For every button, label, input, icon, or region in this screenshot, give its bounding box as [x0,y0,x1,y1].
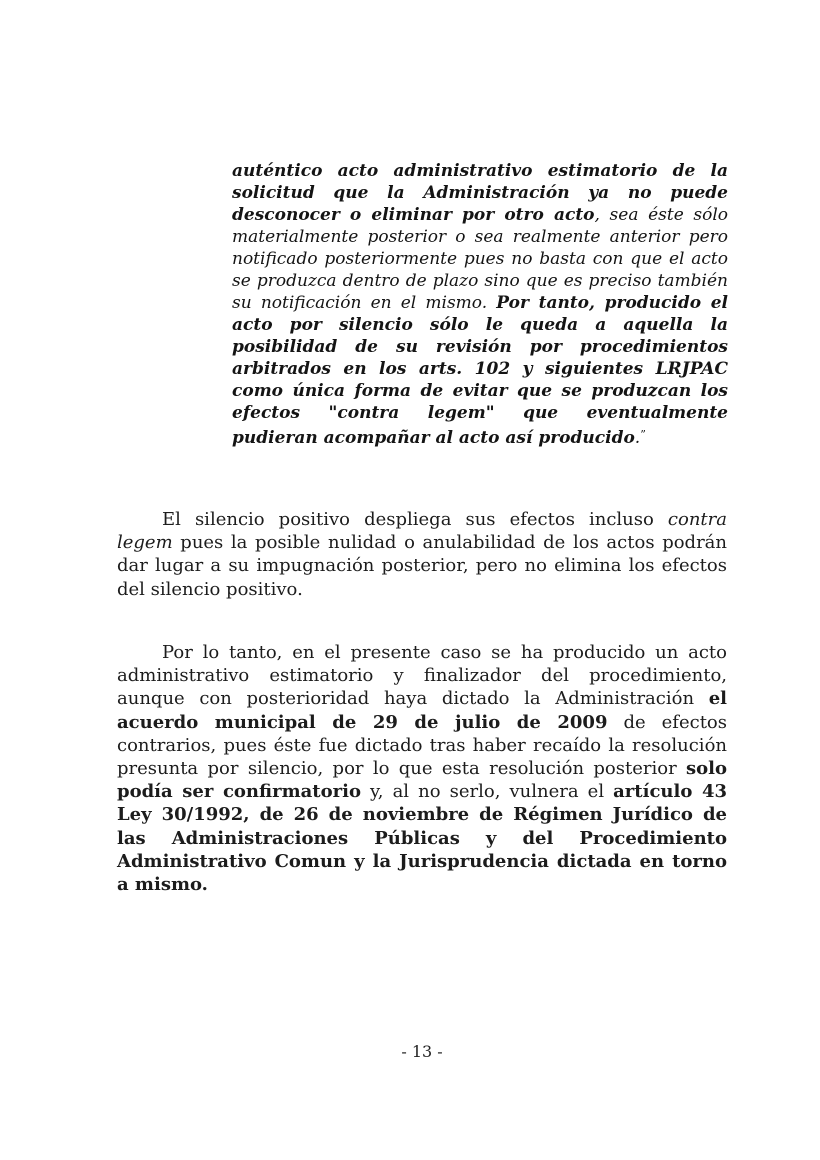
text-run: de efectos contrarios, pues éste fue dictado tras haber recaído la resolución presunta por silencio, por lo que esta resolución posterior [117,711,727,780]
text-run: solo podía ser confirmatorio [117,758,727,803]
blockquote-citation [232,160,728,449]
page-number: - 13 - [401,1042,443,1061]
text-run: , sea éste sólo materialmente posterior o sea realmente anterior pero notificado posteriormente pues no basta con que el acto se produzca dentro de plazo sino que es preciso también su notificación en el mismo. [232,205,729,313]
text-run: auténtico acto administrativo estimatorio de la solicitud que la Administración ya no puede desconocer o eliminar por otro acto [232,161,728,225]
text-run: artículo 43 Ley 30/1992, de 26 de noviembre de Régimen Jurídico de las Administraciones Públicas y del Procedimiento Administrativo Comun y la Jurisprudencia dictada en torno a mismo. [117,781,727,896]
text-run: Por tanto, producido el acto por silencio sólo le queda a aquella la posibilidad de su revisión por procedimientos arbitrados en los arts. 102 y siguientes LRJPAC como única forma de evitar que se produzcan los efectos "contra legem" que eventualmente pudieran acompañar al acto así producido [232,293,729,448]
text-run: El silencio positivo despliega sus efectos incluso [162,509,668,530]
paragraph-silencio-positivo [117,508,727,601]
text-run: contra legem [117,509,727,554]
text-run: ” [640,428,646,441]
text-run: pues la posible nulidad o anulabilidad de los actos podrán dar lugar a su impugnación posterior, pero no elimina los efectos del silencio positivo. [117,532,727,600]
paragraph-por-lo-tanto [117,641,727,896]
text-run: Por lo tanto, en el presente caso se ha producido un acto administrativo estimatorio y finalizador del procedimiento, aunque con posterioridad haya dictado la Administración [117,642,727,710]
text-run: . [634,428,641,448]
text-run: y, al no serlo, vulnera el [360,781,614,803]
text-run: el acuerdo municipal de 29 de julio de 2009 [117,688,727,733]
